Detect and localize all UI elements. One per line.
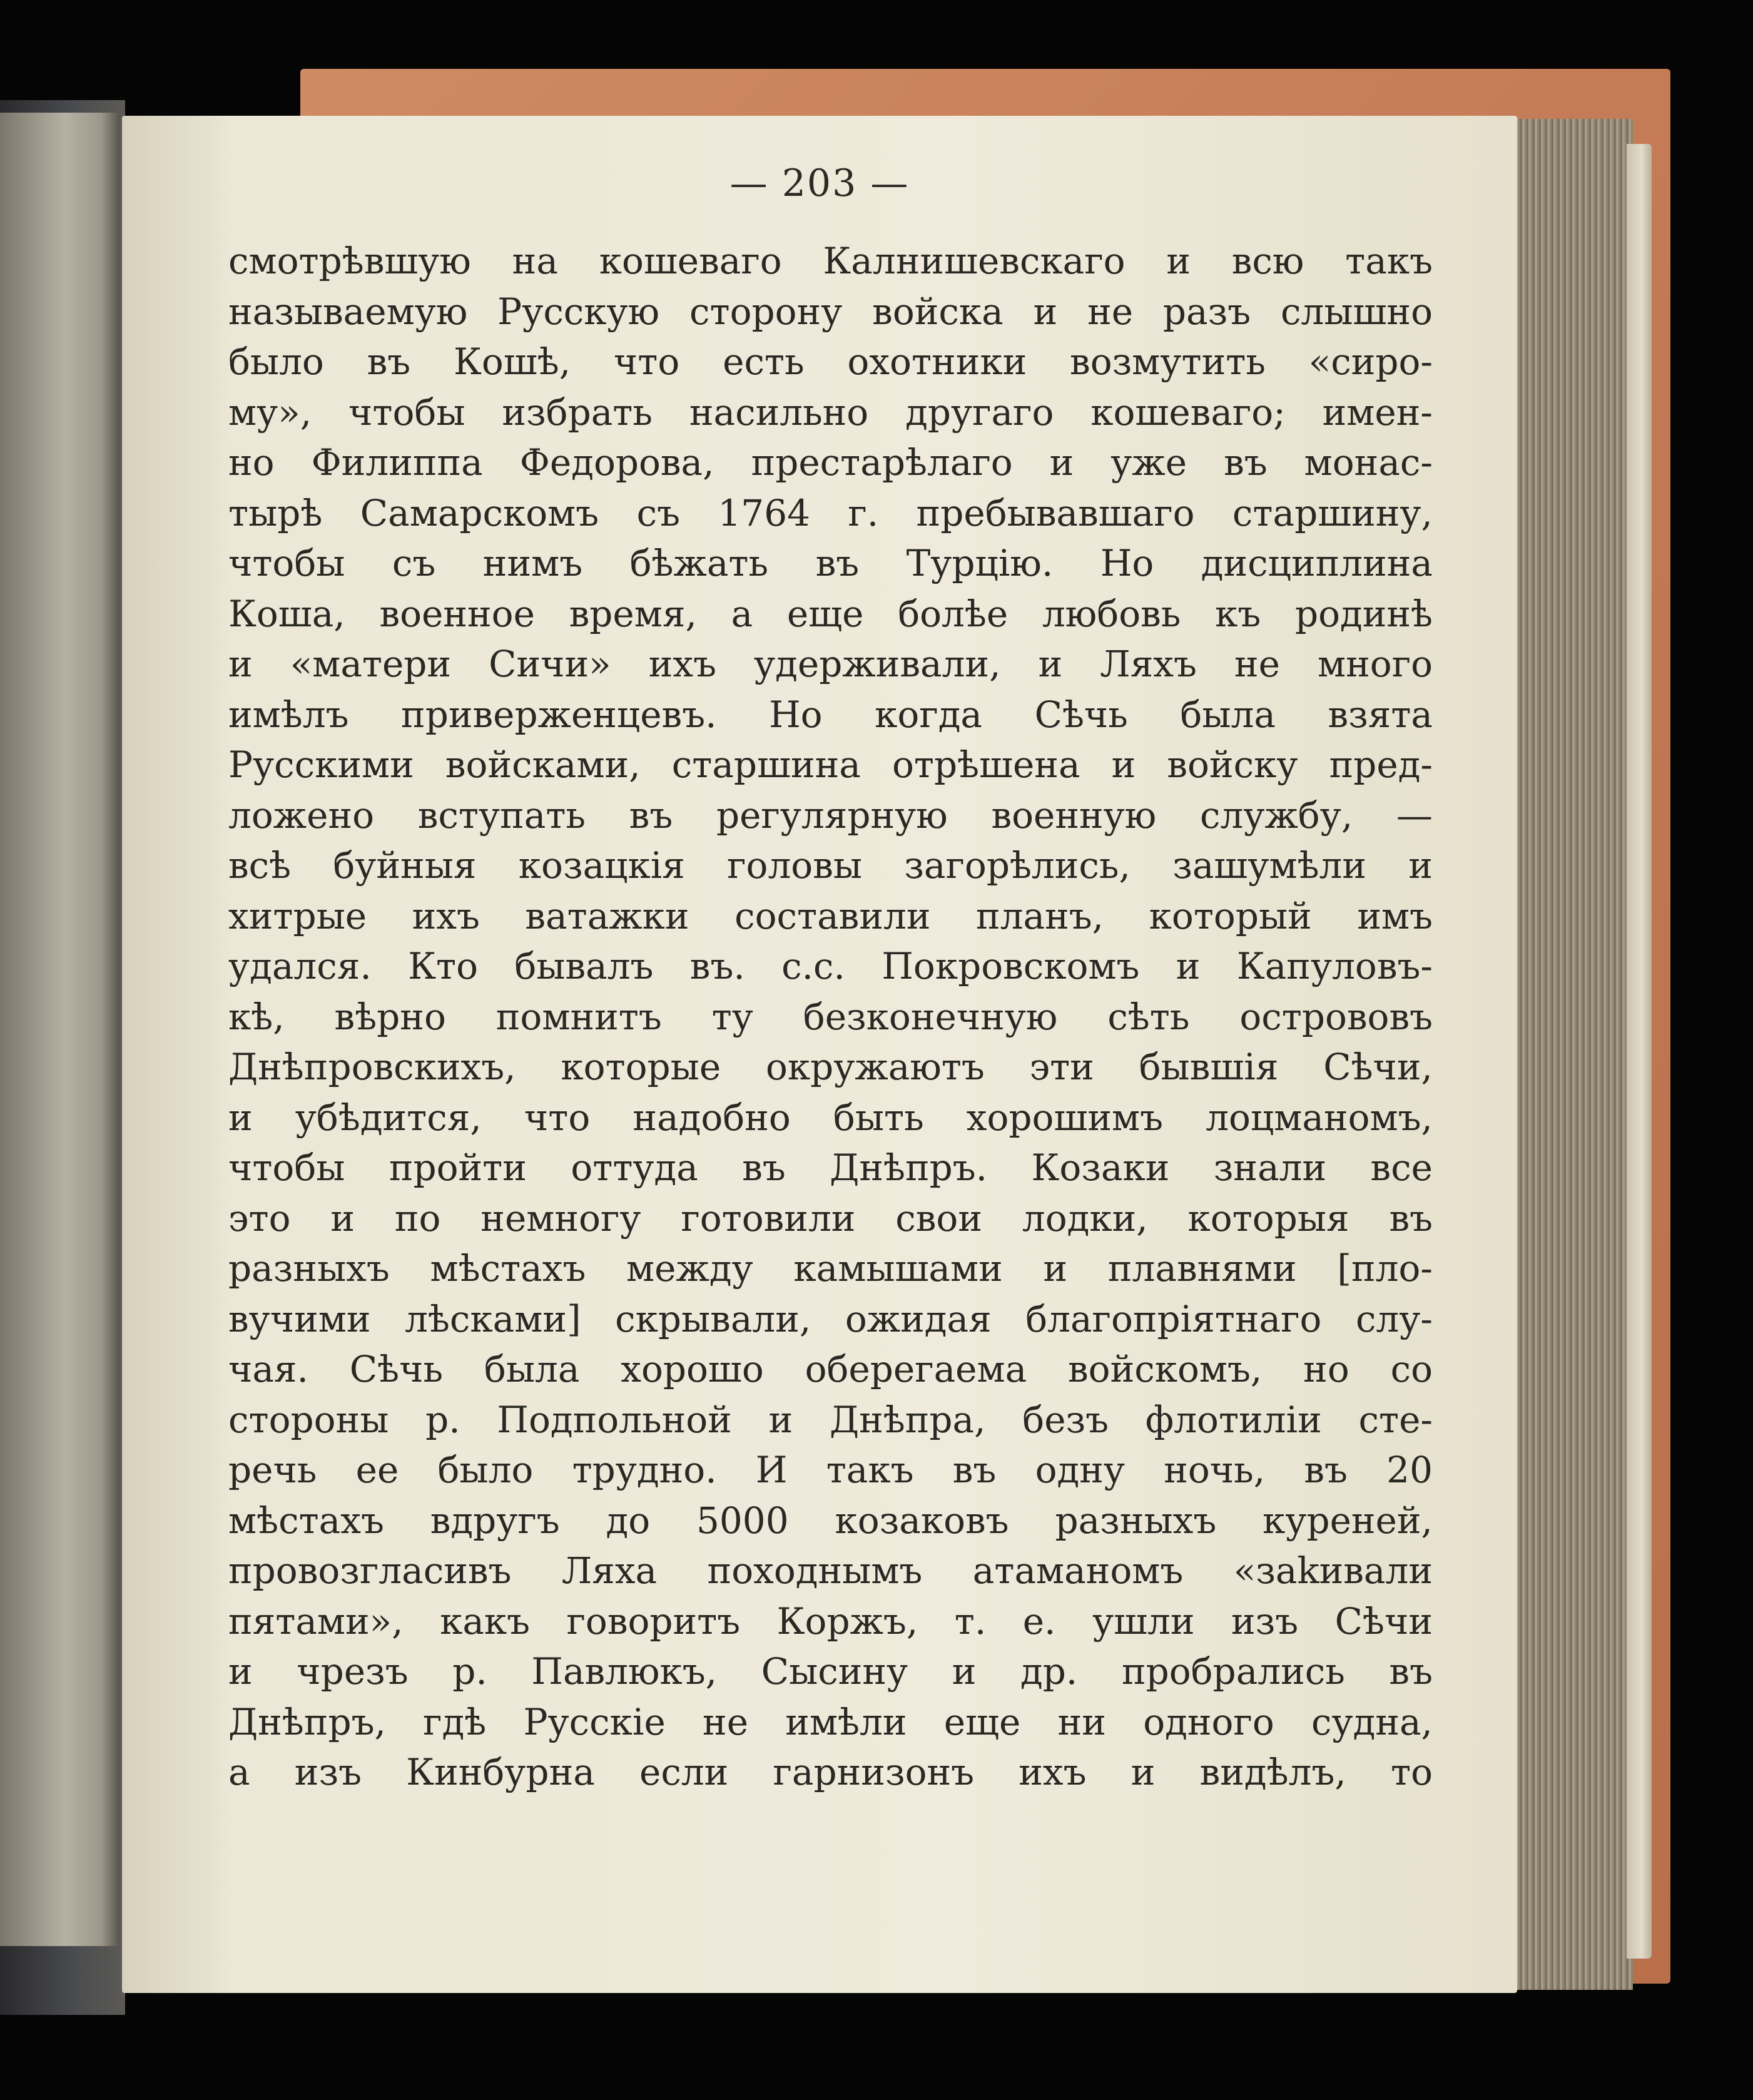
left-page-edge <box>0 113 119 1946</box>
text-line: имѣлъ приверженцевъ. Но когда Сѣчь была взята <box>228 693 1433 736</box>
text-line: удался. Кто бывалъ въ. с.с. Покровскомъ и Капуловъ- <box>228 945 1433 987</box>
text-line: и «матери Сичи» ихъ удерживали, и Ляхъ не много <box>228 643 1433 685</box>
text-line: чтобы съ нимъ бѣжать въ Турцію. Но дисциплина <box>228 542 1433 584</box>
text-line: разныхъ мѣстахъ между камышами и плавнями [пло- <box>228 1247 1433 1290</box>
text-line: вучими лѣсками] скрывали, ожидая благопріятнаго слу- <box>228 1297 1433 1340</box>
text-line: это и по немногу готовили свои лодки, которыя въ <box>228 1196 1433 1240</box>
text-line: му», чтобы избрать насильно другаго кошеваго; имен- <box>228 390 1433 434</box>
text-line: Коша, военное время, а еще болѣе любовь къ родинѣ <box>228 592 1433 635</box>
text-line: и чрезъ р. Павлюкъ, Сысину и др. пробрались въ <box>228 1650 1433 1693</box>
book-page <box>122 116 1517 1993</box>
text-line: кѣ, вѣрно помнитъ ту безконечную сѣть острововъ <box>228 995 1433 1038</box>
page-block-outer-edge <box>1627 144 1652 1959</box>
text-line: а изъ Кинбурна если гарнизонъ ихъ и видѣлъ, то <box>228 1751 1433 1793</box>
text-line: Днѣпровскихъ, которые окружаютъ эти бывшія Сѣчи, <box>228 1046 1433 1088</box>
text-line: речь ее было трудно. И такъ въ одну ночь, въ 20 <box>228 1449 1433 1491</box>
text-line: провозгласивъ Ляха походнымъ атаманомъ «заkивали <box>228 1549 1433 1592</box>
text-line: называемую Русскую сторону войска и не разъ слышно <box>228 290 1433 333</box>
text-line: Днѣпръ, гдѣ Русскіе не имѣли еще ни одного судна, <box>228 1700 1433 1743</box>
text-line: и убѣдится, что надобно быть хорошимъ лоцманомъ, <box>228 1096 1433 1139</box>
text-line: но Филиппа Федорова, престарѣлаго и уже въ монас- <box>228 441 1433 484</box>
text-line: Русскими войсками, старшина отрѣшена и войску пред- <box>228 743 1433 786</box>
text-line: стороны р. Подпольной и Днѣпра, безъ флотиліи сте- <box>228 1398 1433 1441</box>
text-line: было въ Кошѣ, что есть охотники возмутить «сиро- <box>228 340 1433 383</box>
page-block-edges <box>1508 119 1633 1990</box>
text-line: чтобы пройти оттуда въ Днѣпръ. Козаки знали все <box>228 1146 1433 1189</box>
text-line: пятами», какъ говоритъ Коржъ, т. е. ушли изъ Сѣчи <box>228 1599 1433 1643</box>
text-line: хитрые ихъ ватажки составили планъ, который имъ <box>228 894 1433 937</box>
page-body-text <box>228 236 1433 1798</box>
text-line: всѣ буйныя козацкія головы загорѣлись, зашумѣли и <box>228 844 1433 887</box>
text-line: чая. Сѣчь была хорошо оберегаема войскомъ, но со <box>228 1348 1433 1390</box>
text-line: смотрѣвшую на кошеваго Калнишевскаго и всю такъ <box>228 240 1433 282</box>
text-line: ложено вступать въ регулярную военную службу, — <box>228 793 1433 837</box>
page-number: — 203 — <box>729 161 910 205</box>
text-line: мѣстахъ вдругъ до 5000 козаковъ разныхъ куреней, <box>228 1499 1433 1542</box>
text-line: тырѣ Самарскомъ съ 1764 г. пребывавшаго старшину, <box>228 491 1433 534</box>
